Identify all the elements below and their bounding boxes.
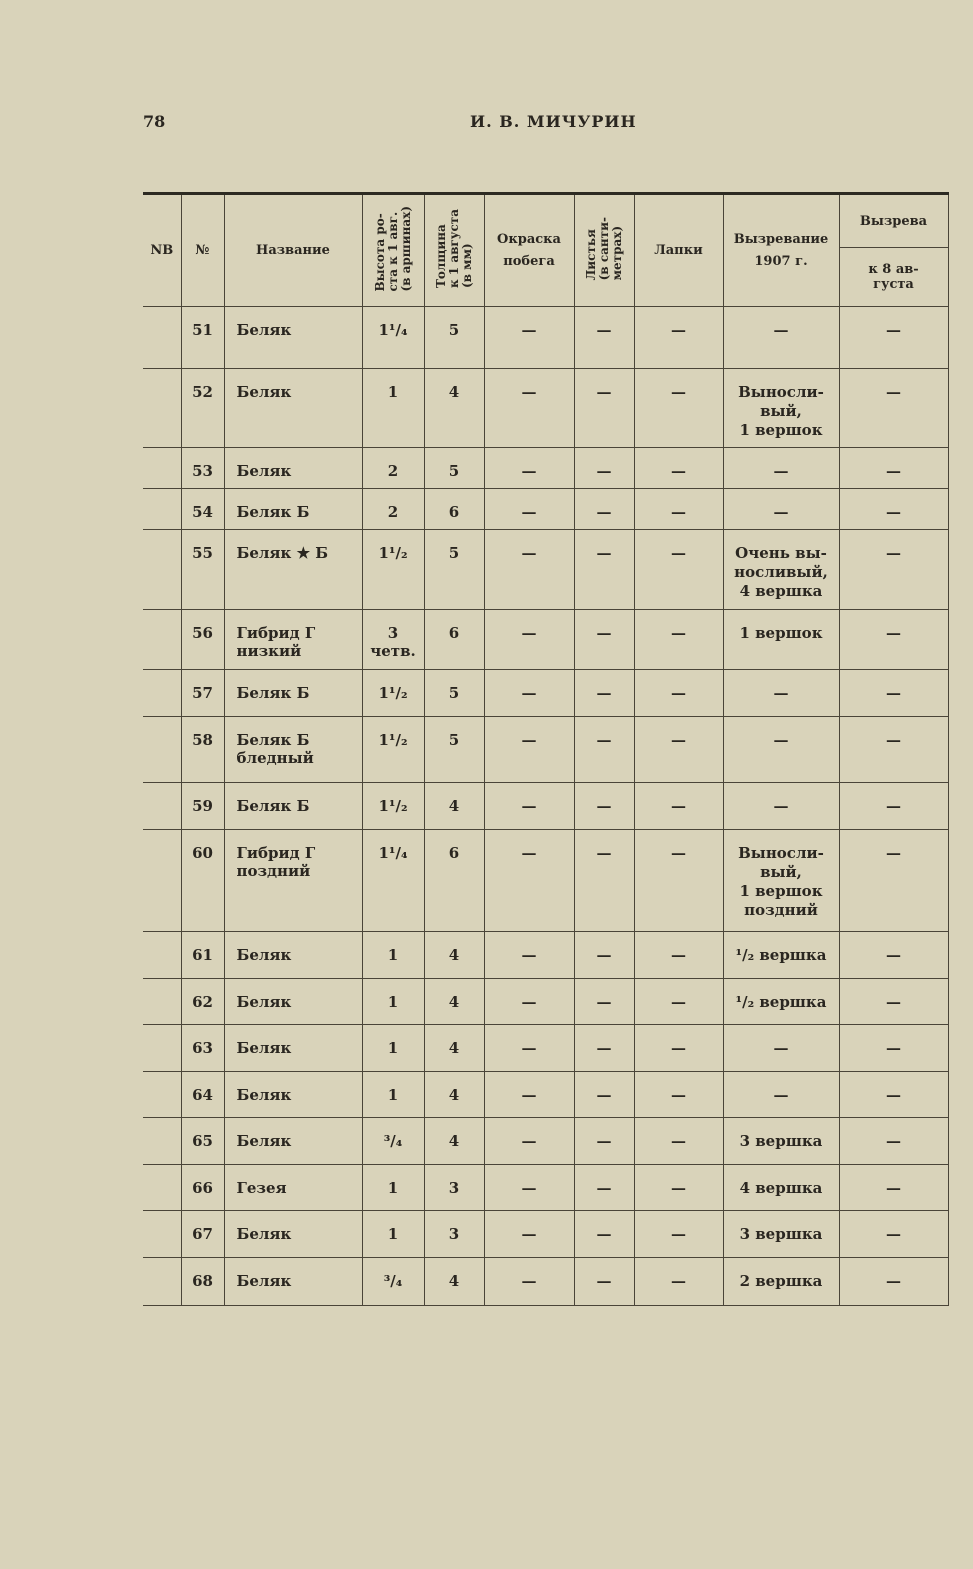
cell-thickness: 6 bbox=[424, 610, 484, 670]
cell-thickness: 5 bbox=[424, 530, 484, 610]
cell-leaves: — bbox=[574, 610, 634, 670]
cell-ripening: 3 вершка bbox=[723, 1211, 839, 1258]
cell-color: — bbox=[484, 489, 574, 530]
cell-aug8: — bbox=[839, 1258, 948, 1306]
cell-leaves: — bbox=[574, 1165, 634, 1211]
cell-name: Беляк bbox=[224, 1025, 362, 1072]
cell-paws: — bbox=[634, 1118, 723, 1165]
cell-nb bbox=[143, 369, 181, 448]
cell-height: 1¹/₄ bbox=[362, 307, 424, 369]
table-row bbox=[143, 1072, 948, 1118]
cell-paws: — bbox=[634, 717, 723, 783]
cell-nb bbox=[143, 717, 181, 783]
cell-no: 59 bbox=[181, 783, 224, 830]
cell-leaves: — bbox=[574, 1211, 634, 1258]
cell-name: Беляк bbox=[224, 979, 362, 1025]
cell-height: 1 bbox=[362, 1211, 424, 1258]
cell-height: 1¹/₂ bbox=[362, 717, 424, 783]
cell-height: ³/₄ bbox=[362, 1118, 424, 1165]
cell-no: 64 bbox=[181, 1072, 224, 1118]
cell-paws: — bbox=[634, 530, 723, 610]
cell-leaves: — bbox=[574, 1025, 634, 1072]
table-row bbox=[143, 1258, 948, 1306]
table-row bbox=[143, 1025, 948, 1072]
header-leaves-cell bbox=[574, 194, 634, 307]
cell-nb bbox=[143, 307, 181, 369]
cell-thickness: 4 bbox=[424, 979, 484, 1025]
cell-name: Беляк Б bbox=[224, 489, 362, 530]
cell-thickness: 3 bbox=[424, 1211, 484, 1258]
cell-paws: — bbox=[634, 979, 723, 1025]
cell-name: Беляк bbox=[224, 369, 362, 448]
table-row bbox=[143, 489, 948, 530]
cell-name: Беляк bbox=[224, 1258, 362, 1306]
table-row bbox=[143, 979, 948, 1025]
cell-nb bbox=[143, 932, 181, 979]
cell-name: Беляк Б бледный bbox=[224, 717, 362, 783]
cell-thickness: 6 bbox=[424, 489, 484, 530]
cell-ripening: Выносли- вый, 1 вершок bbox=[723, 369, 839, 448]
cell-ripening: — bbox=[723, 307, 839, 369]
cell-no: 65 bbox=[181, 1118, 224, 1165]
cell-ripening: — bbox=[723, 489, 839, 530]
cell-aug8: — bbox=[839, 1165, 948, 1211]
cell-aug8: — bbox=[839, 530, 948, 610]
cell-leaves: — bbox=[574, 932, 634, 979]
cell-leaves: — bbox=[574, 1118, 634, 1165]
cell-thickness: 4 bbox=[424, 783, 484, 830]
table-row bbox=[143, 1211, 948, 1258]
cell-aug8: — bbox=[839, 979, 948, 1025]
cell-no: 58 bbox=[181, 717, 224, 783]
cell-thickness: 3 bbox=[424, 1165, 484, 1211]
cell-thickness: 4 bbox=[424, 1118, 484, 1165]
header-paws: Лапки bbox=[634, 194, 723, 307]
cell-nb bbox=[143, 1211, 181, 1258]
cell-height: ³/₄ bbox=[362, 1258, 424, 1306]
cell-thickness: 4 bbox=[424, 369, 484, 448]
cell-no: 54 bbox=[181, 489, 224, 530]
cell-ripening: 4 вершка bbox=[723, 1165, 839, 1211]
cell-paws: — bbox=[634, 1025, 723, 1072]
cell-nb bbox=[143, 1118, 181, 1165]
cell-paws: — bbox=[634, 830, 723, 932]
cell-thickness: 6 bbox=[424, 830, 484, 932]
cell-leaves: — bbox=[574, 979, 634, 1025]
cell-leaves: — bbox=[574, 1258, 634, 1306]
cell-aug8: — bbox=[839, 1072, 948, 1118]
cell-paws: — bbox=[634, 1258, 723, 1306]
cell-paws: — bbox=[634, 670, 723, 717]
cell-name: Беляк Б bbox=[224, 783, 362, 830]
table-row bbox=[143, 1118, 948, 1165]
cell-color: — bbox=[484, 1165, 574, 1211]
cell-thickness: 5 bbox=[424, 448, 484, 489]
cell-height: 2 bbox=[362, 448, 424, 489]
cell-height: 3 четв. bbox=[362, 610, 424, 670]
cell-leaves: — bbox=[574, 670, 634, 717]
cell-ripening: 3 вершка bbox=[723, 1118, 839, 1165]
cell-height: 1¹/₂ bbox=[362, 530, 424, 610]
cell-height: 1 bbox=[362, 369, 424, 448]
cell-color: — bbox=[484, 932, 574, 979]
page-header bbox=[0, 110, 973, 138]
cell-no: 61 bbox=[181, 932, 224, 979]
cell-no: 52 bbox=[181, 369, 224, 448]
cell-nb bbox=[143, 979, 181, 1025]
cell-aug8: — bbox=[839, 1211, 948, 1258]
cell-color: — bbox=[484, 610, 574, 670]
cell-height: 1 bbox=[362, 1072, 424, 1118]
cell-color: — bbox=[484, 1025, 574, 1072]
cell-nb bbox=[143, 610, 181, 670]
cell-ripening: — bbox=[723, 1072, 839, 1118]
cell-color: — bbox=[484, 307, 574, 369]
cell-aug8: — bbox=[839, 1025, 948, 1072]
cell-no: 66 bbox=[181, 1165, 224, 1211]
cell-thickness: 5 bbox=[424, 307, 484, 369]
cell-color: — bbox=[484, 670, 574, 717]
cell-leaves: — bbox=[574, 448, 634, 489]
cell-no: 56 bbox=[181, 610, 224, 670]
header-no: № bbox=[181, 194, 224, 307]
cell-nb bbox=[143, 1072, 181, 1118]
cell-color: — bbox=[484, 530, 574, 610]
cell-aug8: — bbox=[839, 489, 948, 530]
cell-height: 1¹/₂ bbox=[362, 783, 424, 830]
header-ripening: Вызревание 1907 г. bbox=[723, 194, 839, 307]
cell-ripening: — bbox=[723, 717, 839, 783]
cell-thickness: 4 bbox=[424, 932, 484, 979]
table-row bbox=[143, 717, 948, 783]
header-color: Окраска побега bbox=[484, 194, 574, 307]
header-thickness: Толщина к 1 августа (в мм) bbox=[433, 208, 474, 289]
header-height-cell bbox=[362, 194, 424, 307]
cell-paws: — bbox=[634, 369, 723, 448]
cell-ripening: 2 вершка bbox=[723, 1258, 839, 1306]
cell-aug8: — bbox=[839, 448, 948, 489]
cell-color: — bbox=[484, 783, 574, 830]
cell-name: Гезея bbox=[224, 1165, 362, 1211]
cell-height: 1 bbox=[362, 1025, 424, 1072]
cell-paws: — bbox=[634, 307, 723, 369]
table-row bbox=[143, 1165, 948, 1211]
header-thickness-cell bbox=[424, 194, 484, 307]
cell-thickness: 5 bbox=[424, 717, 484, 783]
cell-color: — bbox=[484, 448, 574, 489]
header-leaves: Листья (в санти- метрах) bbox=[583, 216, 624, 281]
cell-nb bbox=[143, 489, 181, 530]
cell-name: Беляк bbox=[224, 932, 362, 979]
cell-thickness: 4 bbox=[424, 1072, 484, 1118]
cell-no: 55 bbox=[181, 530, 224, 610]
header-nb: NB bbox=[143, 194, 181, 307]
cell-aug8: — bbox=[839, 932, 948, 979]
cell-ripening: ¹/₂ вершка bbox=[723, 979, 839, 1025]
cell-name: Беляк Б bbox=[224, 670, 362, 717]
cell-paws: — bbox=[634, 610, 723, 670]
cell-height: 1 bbox=[362, 979, 424, 1025]
cell-paws: — bbox=[634, 1165, 723, 1211]
table-row bbox=[143, 610, 948, 670]
cell-aug8: — bbox=[839, 717, 948, 783]
cell-nb bbox=[143, 530, 181, 610]
cell-nb bbox=[143, 448, 181, 489]
cell-ripening: — bbox=[723, 783, 839, 830]
cell-paws: — bbox=[634, 448, 723, 489]
cell-nb bbox=[143, 1025, 181, 1072]
header-height: Высота ро- ста к 1 авг. (в аршинах) bbox=[372, 205, 413, 292]
cell-color: — bbox=[484, 1072, 574, 1118]
cell-aug8: — bbox=[839, 307, 948, 369]
cell-ripening: Очень вы- носливый, 4 вершка bbox=[723, 530, 839, 610]
cell-paws: — bbox=[634, 932, 723, 979]
cell-leaves: — bbox=[574, 307, 634, 369]
cell-no: 60 bbox=[181, 830, 224, 932]
cell-leaves: — bbox=[574, 1072, 634, 1118]
header-name: Название bbox=[224, 194, 362, 307]
cell-ripening: ¹/₂ вершка bbox=[723, 932, 839, 979]
cell-no: 53 bbox=[181, 448, 224, 489]
cell-leaves: — bbox=[574, 783, 634, 830]
table-row bbox=[143, 783, 948, 830]
table-row bbox=[143, 307, 948, 369]
cell-name: Гибрид Г низкий bbox=[224, 610, 362, 670]
cell-name: Беляк ★ Б bbox=[224, 530, 362, 610]
running-head: И. В. МИЧУРИН bbox=[470, 112, 637, 131]
table-row bbox=[143, 369, 948, 448]
page-number: 78 bbox=[143, 112, 166, 131]
table-row bbox=[143, 530, 948, 610]
header-aug8: к 8 ав- густа bbox=[839, 248, 948, 307]
cell-leaves: — bbox=[574, 530, 634, 610]
cell-paws: — bbox=[634, 489, 723, 530]
cell-nb bbox=[143, 670, 181, 717]
cell-color: — bbox=[484, 979, 574, 1025]
cell-no: 57 bbox=[181, 670, 224, 717]
cell-name: Беляк bbox=[224, 1118, 362, 1165]
cell-ripening: Выносли- вый, 1 вершок поздний bbox=[723, 830, 839, 932]
cell-height: 1 bbox=[362, 932, 424, 979]
cell-height: 1¹/₄ bbox=[362, 830, 424, 932]
cell-no: 67 bbox=[181, 1211, 224, 1258]
cell-thickness: 4 bbox=[424, 1025, 484, 1072]
cell-no: 62 bbox=[181, 979, 224, 1025]
cell-height: 1¹/₂ bbox=[362, 670, 424, 717]
cell-color: — bbox=[484, 1211, 574, 1258]
cell-paws: — bbox=[634, 1211, 723, 1258]
cell-name: Беляк bbox=[224, 1211, 362, 1258]
data-table bbox=[143, 192, 949, 1306]
cell-color: — bbox=[484, 1118, 574, 1165]
cell-name: Беляк bbox=[224, 448, 362, 489]
cell-name: Беляк bbox=[224, 1072, 362, 1118]
cell-paws: — bbox=[634, 1072, 723, 1118]
cell-color: — bbox=[484, 830, 574, 932]
cell-color: — bbox=[484, 717, 574, 783]
cell-color: — bbox=[484, 1258, 574, 1306]
cell-aug8: — bbox=[839, 369, 948, 448]
cell-leaves: — bbox=[574, 717, 634, 783]
cell-color: — bbox=[484, 369, 574, 448]
cell-no: 68 bbox=[181, 1258, 224, 1306]
cell-nb bbox=[143, 830, 181, 932]
cell-thickness: 5 bbox=[424, 670, 484, 717]
cell-leaves: — bbox=[574, 369, 634, 448]
cell-nb bbox=[143, 783, 181, 830]
table-row bbox=[143, 830, 948, 932]
cell-ripening: — bbox=[723, 670, 839, 717]
cell-height: 2 bbox=[362, 489, 424, 530]
cell-ripening: 1 вершок bbox=[723, 610, 839, 670]
cell-name: Беляк bbox=[224, 307, 362, 369]
cell-ripening: — bbox=[723, 1025, 839, 1072]
cell-leaves: — bbox=[574, 489, 634, 530]
cell-no: 51 bbox=[181, 307, 224, 369]
table-row bbox=[143, 932, 948, 979]
cell-height: 1 bbox=[362, 1165, 424, 1211]
table-row bbox=[143, 670, 948, 717]
table-body bbox=[143, 307, 948, 1306]
cell-name: Гибрид Г поздний bbox=[224, 830, 362, 932]
cell-no: 63 bbox=[181, 1025, 224, 1072]
table-row bbox=[143, 448, 948, 489]
cell-aug8: — bbox=[839, 670, 948, 717]
cell-aug8: — bbox=[839, 783, 948, 830]
cell-paws: — bbox=[634, 783, 723, 830]
cell-ripening: — bbox=[723, 448, 839, 489]
cell-aug8: — bbox=[839, 610, 948, 670]
cell-aug8: — bbox=[839, 830, 948, 932]
cell-thickness: 4 bbox=[424, 1258, 484, 1306]
cell-nb bbox=[143, 1258, 181, 1306]
cell-aug8: — bbox=[839, 1118, 948, 1165]
header-group-ripening: Вызрева bbox=[839, 194, 948, 248]
cell-leaves: — bbox=[574, 830, 634, 932]
cell-nb bbox=[143, 1165, 181, 1211]
